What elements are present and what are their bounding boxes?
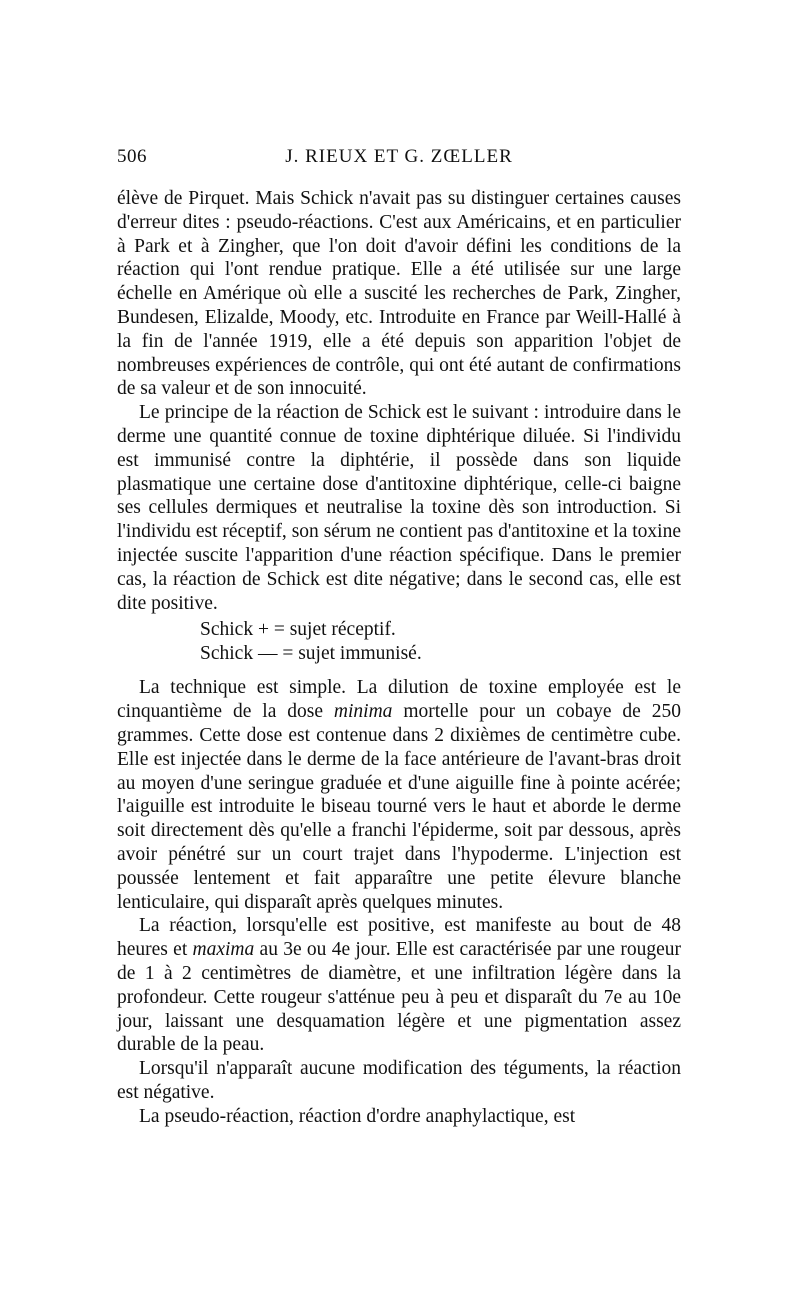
paragraph-reaction [117,914,681,1057]
paragraph-negative: Lorsqu'il n'apparaît aucune modification des téguments, la réaction est négative. [117,1058,681,1103]
paragraph-principle: Le principe de la réaction de Schick est le suivant : introduire dans le derme une quantité connue de toxine diphtérique diluée. Si l'individu est immunisé contre la diphtérie, il possède dans son liquide plasmatique une certaine dose d'antitoxine diphtérique, celle-ci baigne ses cellules dermiques et neutralise la toxine dès son introduction. Si l'individu est réceptif, son sérum ne contient pas d'antitoxine et la toxine injectée suscite l'apparition d'une réaction spécifique. Dans le premier cas, la réaction de Schick est dite négative; dans le second cas, elle est dite positive. [117,402,681,614]
body-text [117,187,681,1128]
technique-text-end: mortelle pour un cobaye de 250 grammes. Cette dose est contenue dans 2 dixièmes de centimètre cube. Elle est injectée dans le derme de la face antérieure de l'avant-bras droit au moyen d'une seringue graduée et d'une aiguille fine à pointe acérée; l'aiguille est introduite le biseau tourné vers le haut et aborde le derme soit directement dès qu'elle a franchi l'épiderme, soit par dessous, après avoir pénétré sur un court trajet dans l'hypoderme. L'injection est poussée lentement et fait apparaître une petite élevure blanche lenticulaire, qui disparaît après quelques minutes. [117,701,681,913]
reaction-text-start: La réaction, lorsqu'elle est positive, est manifeste au bout de 48 heures et [117,915,681,961]
running-head [117,146,681,172]
book-page [117,146,681,1128]
paragraph-continuation: élève de Pirquet. Mais Schick n'avait pas su distinguer certaines causes d'erreur dites : pseudo-réactions. C'est aux Américains, et en particulier à Park et à Zingher, que l'on doit d'avoir défini les conditions de la réaction qui l'ont rendue pratique. Elle a été utilisée sur une large échelle en Amérique où elle a suscité les recherches de Park, Zingher, Bundesen, Elizalde, Moody, etc. Introduite en France par Weill-Hallé à la fin de l'année 1919, elle a été depuis son apparition l'objet de nombreuses expériences de contrôle, qui ont été autant de confirmations de sa valeur et de son innocuité. [117,188,681,400]
technique-italic-term: minima [333,701,393,723]
schick-formula-block [200,618,681,666]
reaction-text-end: au 3e ou 4e jour. Elle est caractérisée par une rougeur de 1 à 2 centimètres de diamètre, et une infiltration légère dans la profondeur. Cette rougeur s'atténue peu à peu et disparaît du 7e au 10e jour, laissant une desquamation légère et une pigmentation assez durable de la peau. [117,939,682,1056]
running-title: J. RIEUX ET G. ZŒLLER [285,146,513,167]
paragraph-technique [117,676,681,914]
reaction-italic-term: maxima [192,939,255,961]
formula-positive: Schick + = sujet réceptif. [200,619,396,641]
technique-text-start: La technique est simple. La dilution de toxine employée est le cinquantième de la dose [117,677,681,723]
page-number: 506 [117,146,147,167]
paragraph-pseudo-reaction: La pseudo-réaction, réaction d'ordre anaphylactique, est [139,1105,576,1127]
formula-negative: Schick — = sujet immunisé. [200,643,422,665]
